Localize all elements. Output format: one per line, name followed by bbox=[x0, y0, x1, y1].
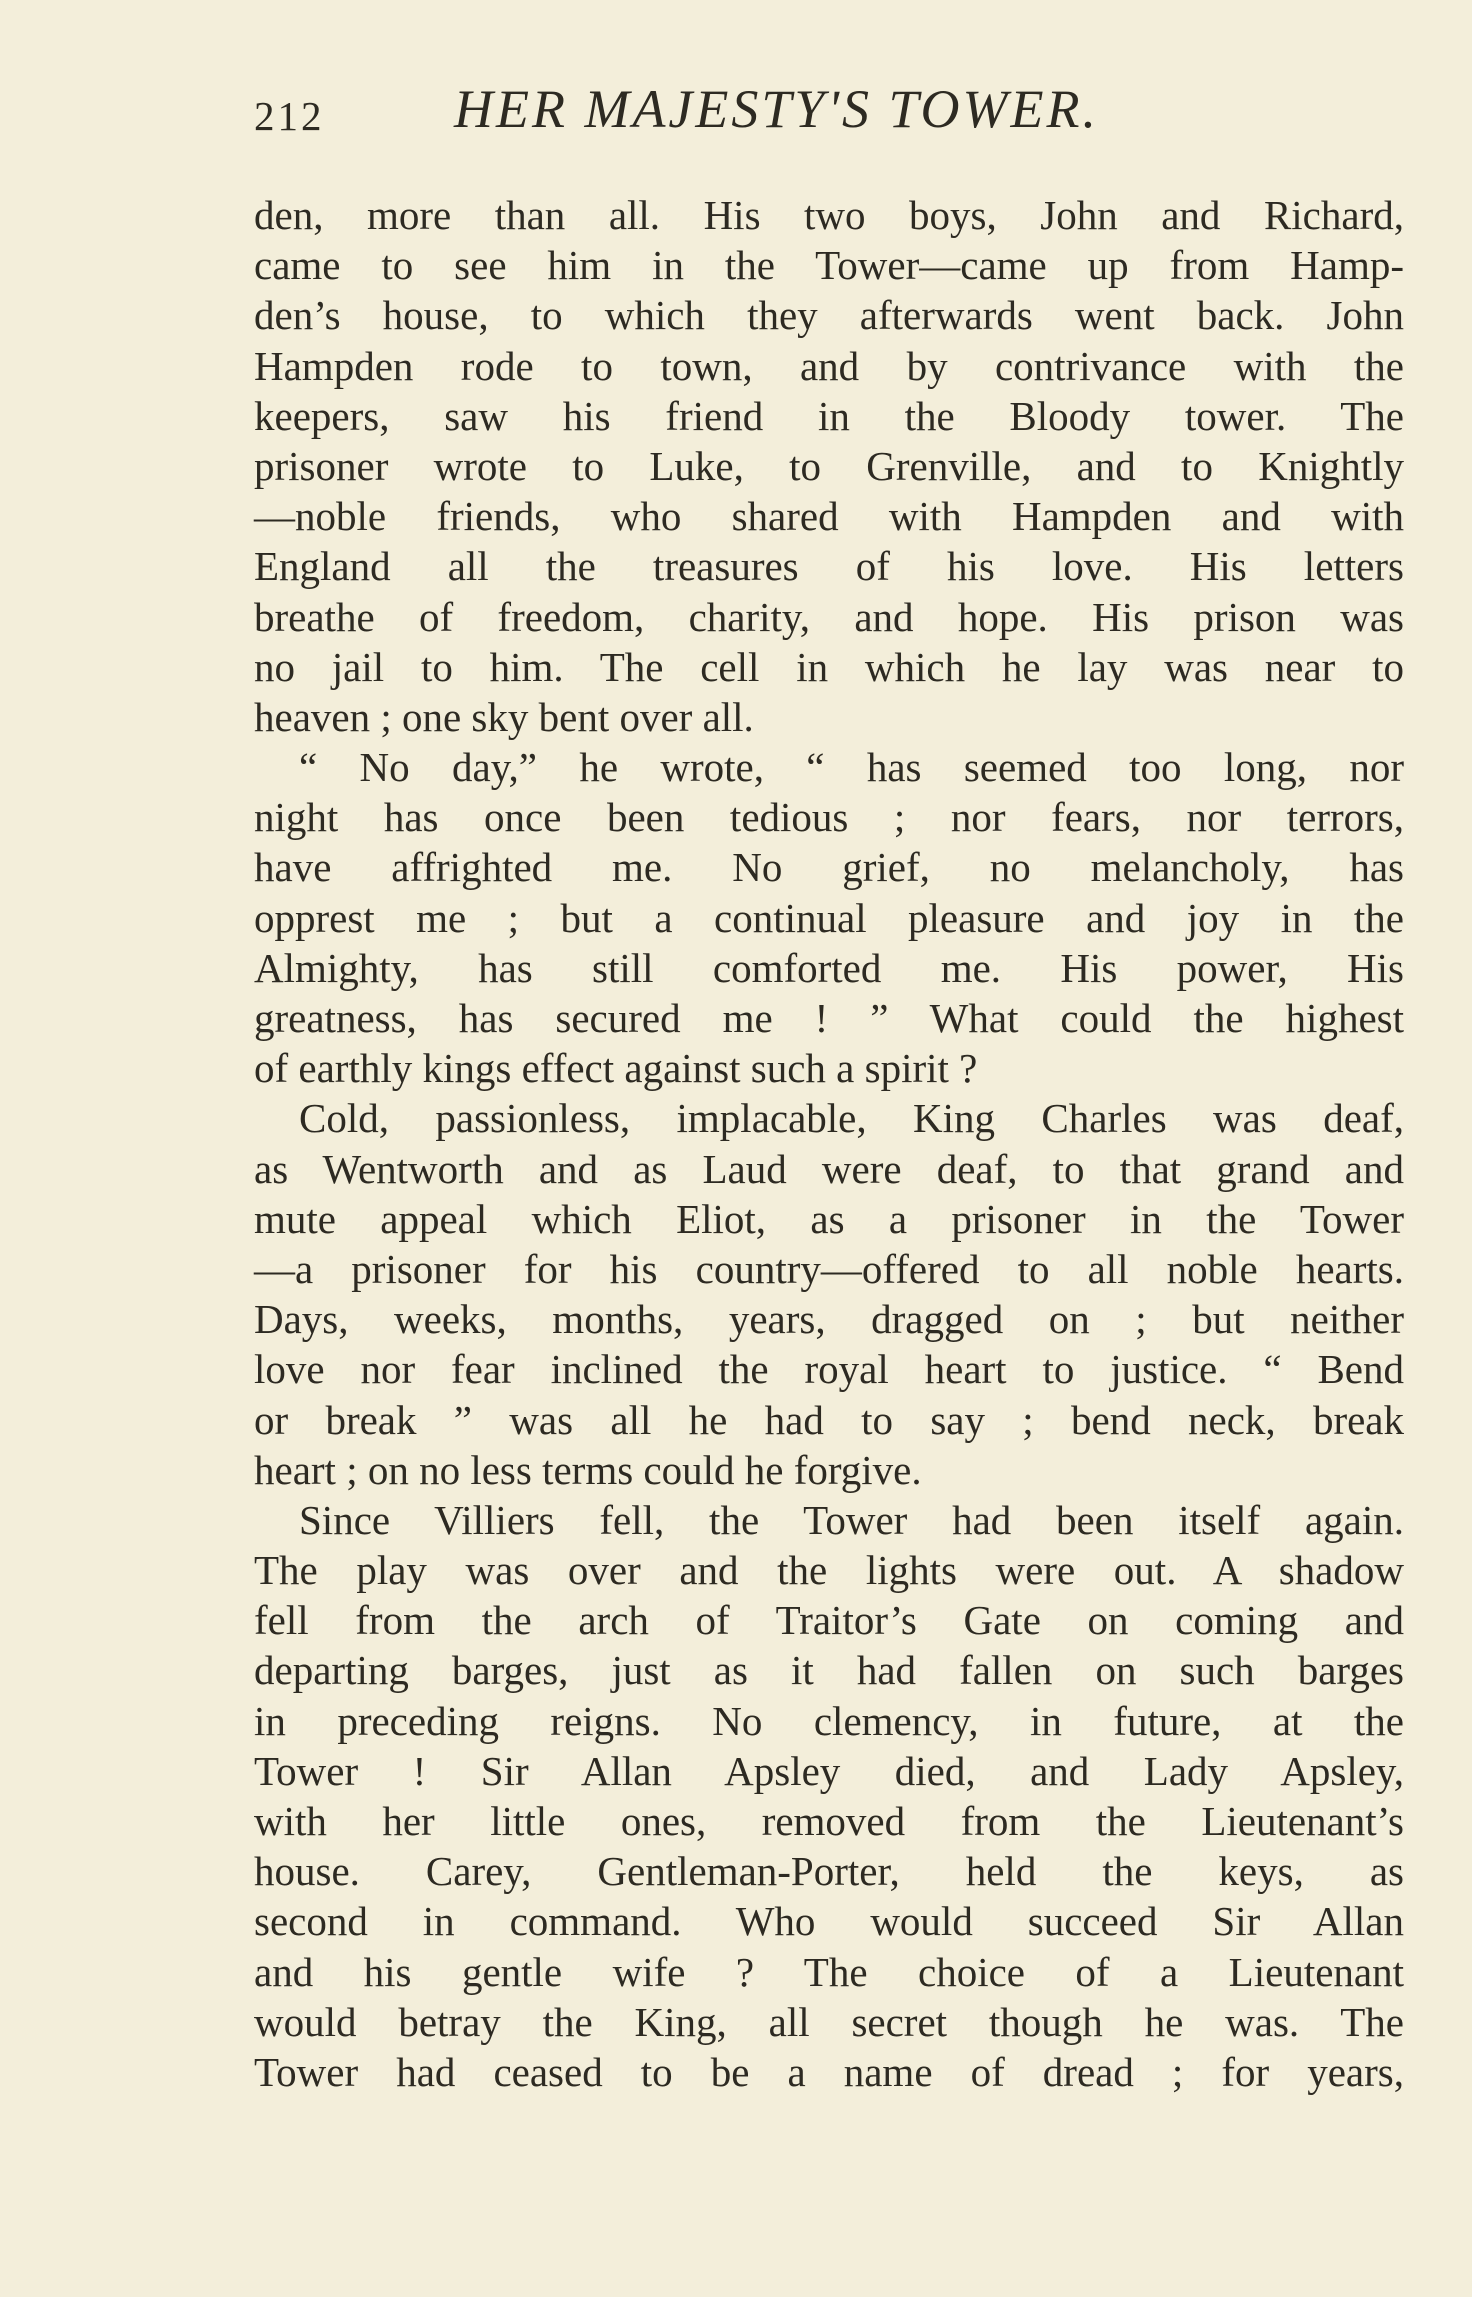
text-line: came to see him in the Tower—came up from Hamp- bbox=[254, 242, 1404, 289]
text-line: —a prisoner for his country—offered to all noble hearts. bbox=[254, 1245, 1404, 1292]
text-line: opprest me ; but a continual pleasure and joy in the bbox=[254, 894, 1404, 941]
text-line: den, more than all. His two boys, John and Richard, bbox=[254, 192, 1404, 238]
text-line: den’s house, to which they afterwards went back. John bbox=[254, 292, 1404, 339]
text-line: breathe of freedom, charity, and hope. His prison was bbox=[254, 593, 1404, 640]
text-line: and his gentle wife ? The choice of a Lieutenant bbox=[254, 1948, 1404, 1995]
text-line: greatness, has secured me ! ” What could the highest bbox=[254, 995, 1404, 1041]
text-line: prisoner wrote to Luke, to Grenville, and to Knightly bbox=[254, 442, 1404, 489]
page-number: 212 bbox=[254, 93, 325, 139]
text-line: heart ; on no less terms could he forgive. bbox=[254, 1446, 922, 1493]
text-line: have affrighted me. No grief, no melancholy, has bbox=[254, 844, 1404, 891]
text-line: love nor fear inclined the royal heart to justice. “ Bend bbox=[254, 1346, 1404, 1393]
text-line: would betray the King, all secret though he was. The bbox=[254, 1998, 1404, 2045]
text-line: in preceding reigns. No clemency, in future, at the bbox=[254, 1697, 1404, 1744]
text-line: “ No day,” he wrote, “ has seemed too long, nor bbox=[299, 744, 1404, 791]
text-line: fell from the arch of Traitor’s Gate on coming and bbox=[254, 1597, 1404, 1644]
text-line: heaven ; one sky bent over all. bbox=[254, 693, 754, 740]
text-line: of earthly kings effect against such a spirit ? bbox=[254, 1045, 978, 1092]
text-line: Since Villiers fell, the Tower had been itself again. bbox=[299, 1496, 1404, 1543]
text-line: departing barges, just as it had fallen on such barges bbox=[254, 1647, 1404, 1694]
text-line: —noble friends, who shared with Hampden and with bbox=[254, 493, 1404, 540]
text-line: Almighty, has still comforted me. His power, His bbox=[254, 944, 1404, 991]
text-line: Tower ! Sir Allan Apsley died, and Lady Apsley, bbox=[254, 1747, 1404, 1794]
text-line: or break ” was all he had to say ; bend neck, break bbox=[254, 1396, 1404, 1443]
running-head bbox=[254, 78, 1404, 138]
text-line: Cold, passionless, implacable, King Charles was deaf, bbox=[299, 1095, 1404, 1142]
text-line: second in command. Who would succeed Sir Allan bbox=[254, 1898, 1404, 1945]
body-text bbox=[254, 190, 1404, 2097]
text-line: England all the treasures of his love. His letters bbox=[254, 543, 1404, 590]
text-line: The play was over and the lights were out. A shadow bbox=[254, 1547, 1404, 1594]
text-line: with her little ones, removed from the Lieutenant’s bbox=[254, 1798, 1404, 1844]
text-line: house. Carey, Gentleman-Porter, held the keys, as bbox=[254, 1848, 1404, 1895]
text-line: no jail to him. The cell in which he lay was near to bbox=[254, 643, 1404, 690]
text-line: Hampden rode to town, and by contrivance with the bbox=[254, 342, 1404, 389]
text-line: keepers, saw his friend in the Bloody tower. The bbox=[254, 392, 1404, 439]
text-line: as Wentworth and as Laud were deaf, to that grand and bbox=[254, 1145, 1404, 1192]
running-title: HER MAJESTY'S TOWER. bbox=[454, 79, 1100, 139]
text-line: Tower had ceased to be a name of dread ; for years, bbox=[254, 2048, 1404, 2095]
text-line: Days, weeks, months, years, dragged on ; but neither bbox=[254, 1296, 1404, 1343]
text-line: night has once been tedious ; nor fears, nor terrors, bbox=[254, 794, 1404, 841]
text-line: mute appeal which Eliot, as a prisoner in the Tower bbox=[254, 1195, 1404, 1242]
